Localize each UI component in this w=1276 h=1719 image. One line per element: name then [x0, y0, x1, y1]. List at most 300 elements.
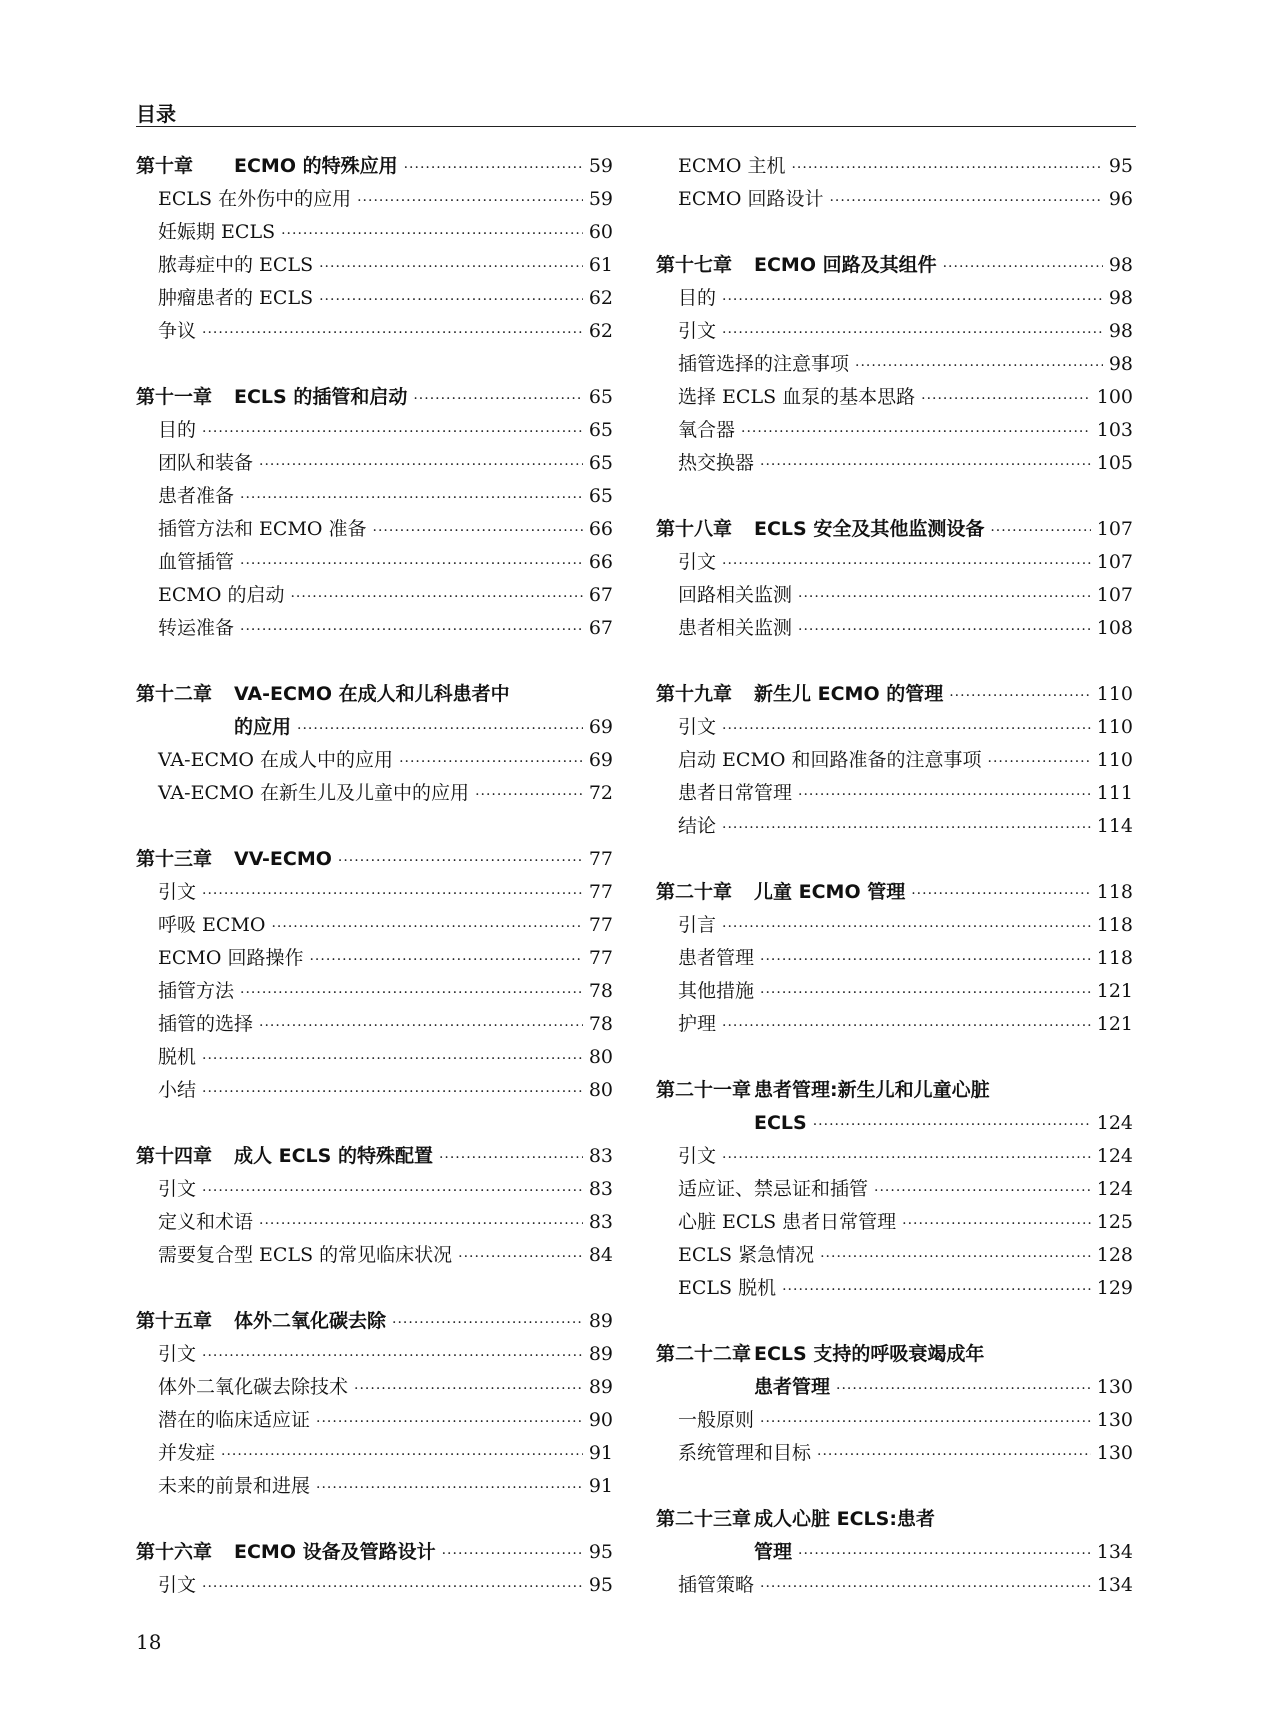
chapter-title: VV-ECMO [234, 848, 332, 870]
section-title: ECLS 紧急情况 [678, 1244, 815, 1266]
page-ref: 78 [588, 1013, 613, 1035]
toc-section-entry [656, 381, 1133, 414]
page-ref: 124 [1096, 1145, 1133, 1167]
section-title: VA-ECMO 在成人中的应用 [158, 749, 394, 771]
section-title: 妊娠期 ECLS [158, 221, 276, 243]
page-ref: 80 [588, 1079, 613, 1101]
page-ref: 98 [1108, 287, 1133, 309]
toc-section-entry [136, 1206, 613, 1239]
toc-section-entry [656, 282, 1133, 315]
dot-leader [202, 416, 583, 449]
page-ref: 118 [1096, 914, 1133, 936]
toc-section-entry [136, 579, 613, 612]
chapter-title: ECMO 的特殊应用 [234, 155, 398, 177]
dot-leader [316, 1472, 583, 1505]
page-ref: 110 [1096, 749, 1133, 771]
page-ref: 95 [588, 1541, 613, 1563]
chapter-number: 第二十二章 [656, 1343, 752, 1365]
page-ref: 108 [1096, 617, 1133, 639]
dot-leader [722, 1142, 1091, 1175]
section-gap [656, 1305, 1133, 1338]
toc-section-entry [656, 1569, 1133, 1602]
section-title: 目的 [158, 419, 197, 441]
toc-section-entry [656, 315, 1133, 348]
section-gap [136, 810, 613, 843]
toc-chapter-entry [656, 249, 1133, 282]
chapter-title: 新生儿 ECMO 的管理 [754, 683, 944, 705]
section-title: ECLS 脱机 [678, 1277, 777, 1299]
page-ref: 114 [1096, 815, 1133, 837]
dot-leader [240, 977, 583, 1010]
toc-section-entry [136, 1338, 613, 1371]
toc-section-entry [136, 1173, 613, 1206]
section-title: ECMO 主机 [678, 155, 786, 177]
dot-leader [798, 779, 1091, 812]
section-title: 插管策略 [678, 1574, 755, 1596]
page-ref: 84 [588, 1244, 613, 1266]
toc-section-entry [136, 1470, 613, 1503]
section-title: 回路相关监测 [678, 584, 793, 606]
dot-leader [988, 746, 1091, 779]
toc-section-entry [136, 480, 613, 513]
page-ref: 77 [588, 914, 613, 936]
section-title: 引言 [678, 914, 717, 936]
chapter-number: 第十三章 [136, 848, 213, 870]
chapter-title-continued: 患者管理 [754, 1376, 831, 1398]
page-ref: 77 [588, 947, 613, 969]
toc-section-entry [136, 513, 613, 546]
page-ref: 80 [588, 1046, 613, 1068]
section-title: 患者管理 [678, 947, 755, 969]
chapter-number: 第十章 [136, 155, 194, 177]
page-ref: 111 [1096, 782, 1133, 804]
dot-leader [281, 218, 583, 251]
page-ref: 134 [1096, 1574, 1133, 1596]
dot-leader [798, 581, 1091, 614]
section-gap [136, 348, 613, 381]
toc-section-entry [656, 1206, 1133, 1239]
dot-leader [202, 1043, 583, 1076]
dot-leader [722, 812, 1091, 845]
toc-section-entry [656, 183, 1133, 216]
dot-leader [240, 614, 583, 647]
toc-section-entry [136, 942, 613, 975]
toc-chapter-entry [136, 678, 613, 711]
section-title: VA-ECMO 在新生儿及儿童中的应用 [158, 782, 470, 804]
toc-right-column [656, 150, 1133, 1602]
dot-leader [458, 1241, 583, 1274]
page-ref: 110 [1096, 716, 1133, 738]
toc-section-entry [656, 348, 1133, 381]
toc-chapter-entry [136, 1140, 613, 1173]
section-title: 引文 [678, 551, 717, 573]
section-title: 团队和装备 [158, 452, 254, 474]
page-ref: 83 [588, 1145, 613, 1167]
dot-leader [820, 1241, 1091, 1274]
section-title: 引文 [158, 1343, 197, 1365]
dot-leader [392, 1307, 583, 1340]
dot-leader [817, 1439, 1091, 1472]
chapter-title: ECLS 安全及其他监测设备 [754, 518, 985, 540]
section-title: ECMO 回路设计 [678, 188, 824, 210]
dot-leader [442, 1538, 583, 1571]
page-ref: 91 [588, 1475, 613, 1497]
page-ref: 105 [1096, 452, 1133, 474]
dot-leader [413, 383, 582, 416]
toc-section-entry [656, 975, 1133, 1008]
chapter-title: ECLS 的插管和启动 [234, 386, 408, 408]
page-ref: 90 [588, 1409, 613, 1431]
page-ref: 62 [588, 320, 613, 342]
dot-leader [722, 1010, 1091, 1043]
toc-section-entry [136, 1074, 613, 1107]
chapter-title: ECMO 设备及管路设计 [234, 1541, 436, 1563]
dot-leader [297, 713, 583, 746]
page-ref: 66 [588, 518, 613, 540]
section-title: 结论 [678, 815, 717, 837]
chapter-title-continued: 管理 [754, 1541, 793, 1563]
toc-chapter-entry [136, 150, 613, 183]
toc-section-entry [136, 876, 613, 909]
section-title: 争议 [158, 320, 197, 342]
page-ref: 95 [588, 1574, 613, 1596]
dot-leader [202, 1076, 583, 1109]
dot-leader [202, 1571, 583, 1604]
page-ref: 121 [1096, 1013, 1133, 1035]
toc-chapter-title-continuation [656, 1107, 1133, 1140]
dot-leader [202, 1175, 583, 1208]
section-gap [136, 1503, 613, 1536]
chapter-title: ECMO 回路及其组件 [754, 254, 937, 276]
page-ref: 72 [588, 782, 613, 804]
section-title: 氧合器 [678, 419, 736, 441]
section-title: 患者准备 [158, 485, 235, 507]
dot-leader [404, 152, 583, 185]
dot-leader [259, 1208, 583, 1241]
dot-leader [760, 449, 1091, 482]
section-title: ECLS 在外伤中的应用 [158, 188, 352, 210]
page-ref: 69 [588, 749, 613, 771]
page-ref: 130 [1096, 1376, 1133, 1398]
toc-chapter-entry [656, 513, 1133, 546]
toc-chapter-entry [136, 381, 613, 414]
section-gap [136, 645, 613, 678]
page-ref: 110 [1096, 683, 1133, 705]
page-ref: 59 [588, 155, 613, 177]
page-ref: 124 [1096, 1178, 1133, 1200]
toc-section-entry [656, 1437, 1133, 1470]
dot-leader [990, 515, 1090, 548]
chapter-number: 第二十三章 [656, 1508, 752, 1530]
toc-section-entry [656, 942, 1133, 975]
toc-section-entry [656, 612, 1133, 645]
toc-section-entry [136, 447, 613, 480]
dot-leader [741, 416, 1091, 449]
toc-chapter-entry [136, 1536, 613, 1569]
page-ref: 89 [588, 1343, 613, 1365]
dot-leader [202, 1340, 583, 1373]
chapter-title-continued: ECLS [754, 1112, 807, 1134]
toc-section-entry [136, 612, 613, 645]
dot-leader [202, 317, 583, 350]
section-gap [136, 1272, 613, 1305]
page-ref: 121 [1096, 980, 1133, 1002]
section-title: 体外二氧化碳去除技术 [158, 1376, 349, 1398]
dot-leader [829, 185, 1102, 218]
dot-leader [439, 1142, 583, 1175]
section-title: 潜在的临床适应证 [158, 1409, 311, 1431]
toc-section-entry [656, 1173, 1133, 1206]
toc-section-entry [136, 1008, 613, 1041]
toc-section-entry [656, 777, 1133, 810]
dot-leader [399, 746, 583, 779]
page-ref: 83 [588, 1178, 613, 1200]
toc-section-entry [136, 183, 613, 216]
section-title: 转运准备 [158, 617, 235, 639]
toc-section-entry [656, 1239, 1133, 1272]
section-title: 插管选择的注意事项 [678, 353, 850, 375]
section-title: 一般原则 [678, 1409, 755, 1431]
page-ref: 69 [588, 716, 613, 738]
section-gap [656, 1041, 1133, 1074]
chapter-number: 第十五章 [136, 1310, 213, 1332]
section-gap [656, 216, 1133, 249]
dot-leader [949, 680, 1091, 713]
dot-leader [921, 383, 1091, 416]
page-ref: 128 [1096, 1244, 1133, 1266]
section-title: 目的 [678, 287, 717, 309]
chapter-number: 第十七章 [656, 254, 733, 276]
chapter-number: 第十一章 [136, 386, 213, 408]
chapter-number: 第二十一章 [656, 1079, 752, 1101]
toc-chapter-entry [656, 678, 1133, 711]
section-title: 血管插管 [158, 551, 235, 573]
dot-leader [722, 317, 1103, 350]
toc-section-entry [656, 150, 1133, 183]
toc-section-entry [136, 777, 613, 810]
dot-leader [221, 1439, 583, 1472]
toc-section-entry [136, 1041, 613, 1074]
toc-section-entry [136, 1239, 613, 1272]
toc-chapter-title-continuation [656, 1371, 1133, 1404]
page-ref: 66 [588, 551, 613, 573]
toc-section-entry [136, 744, 613, 777]
toc-section-entry [656, 744, 1133, 777]
page-ref: 107 [1096, 551, 1133, 573]
page-ref: 77 [588, 848, 613, 870]
page-ref: 60 [588, 221, 613, 243]
page-ref: 65 [588, 419, 613, 441]
page-ref: 62 [588, 287, 613, 309]
chapter-title: VA-ECMO 在成人和儿科患者中 [234, 683, 510, 705]
page-ref: 65 [588, 452, 613, 474]
dot-leader [354, 1373, 583, 1406]
page-ref: 77 [588, 881, 613, 903]
section-title: 引文 [678, 1145, 717, 1167]
dot-leader [240, 482, 583, 515]
toc-section-entry [136, 1569, 613, 1602]
dot-leader [357, 185, 583, 218]
chapter-number: 第二十章 [656, 881, 733, 903]
dot-leader [259, 449, 583, 482]
toc-section-entry [656, 810, 1133, 843]
section-title: ECMO 回路操作 [158, 947, 304, 969]
page-ref: 134 [1096, 1541, 1133, 1563]
dot-leader [874, 1175, 1091, 1208]
section-title: 引文 [158, 1574, 197, 1596]
toc-chapter-entry [656, 1074, 1133, 1107]
page-ref: 83 [588, 1211, 613, 1233]
section-title: ECMO 的启动 [158, 584, 285, 606]
section-title: 未来的前景和进展 [158, 1475, 311, 1497]
section-title: 并发症 [158, 1442, 216, 1464]
page-ref: 103 [1096, 419, 1133, 441]
toc-section-entry [656, 909, 1133, 942]
page-ref: 98 [1108, 353, 1133, 375]
toc-section-entry [136, 909, 613, 942]
dot-leader [319, 251, 583, 284]
toc-section-entry [656, 546, 1133, 579]
toc-section-entry [656, 711, 1133, 744]
dot-leader [782, 1274, 1091, 1307]
toc-chapter-title-continuation [656, 1536, 1133, 1569]
section-title: 其他措施 [678, 980, 755, 1002]
toc-chapter-title-continuation [136, 711, 613, 744]
toc-section-entry [136, 1404, 613, 1437]
page-ref: 118 [1096, 947, 1133, 969]
page-ref: 98 [1108, 320, 1133, 342]
toc-section-entry [136, 216, 613, 249]
dot-leader [722, 713, 1091, 746]
section-gap [656, 843, 1133, 876]
toc-chapter-entry [656, 1503, 1133, 1536]
section-title: 脱机 [158, 1046, 197, 1068]
toc-section-entry [136, 282, 613, 315]
dot-leader [722, 911, 1091, 944]
section-title: 脓毒症中的 ECLS [158, 254, 314, 276]
header-rule [136, 126, 1136, 127]
toc-section-entry [136, 1437, 613, 1470]
page-ref: 61 [588, 254, 613, 276]
dot-leader [798, 1538, 1091, 1571]
dot-leader [813, 1109, 1091, 1142]
dot-leader [202, 878, 583, 911]
page-ref: 78 [588, 980, 613, 1002]
section-gap [656, 1470, 1133, 1503]
toc-section-entry [136, 546, 613, 579]
toc-chapter-entry [656, 1338, 1133, 1371]
page-header-title: 目录 [136, 102, 176, 126]
dot-leader [836, 1373, 1091, 1406]
dot-leader [760, 944, 1091, 977]
section-title: 插管的选择 [158, 1013, 254, 1035]
dot-leader [902, 1208, 1091, 1241]
section-title: 护理 [678, 1013, 717, 1035]
dot-leader [911, 878, 1091, 911]
dot-leader [240, 548, 583, 581]
page-ref: 95 [1108, 155, 1133, 177]
chapter-number: 第十九章 [656, 683, 733, 705]
section-title: 肿瘤患者的 ECLS [158, 287, 314, 309]
toc-section-entry [656, 447, 1133, 480]
page-ref: 89 [588, 1376, 613, 1398]
chapter-title: 体外二氧化碳去除 [234, 1310, 387, 1332]
page-ref: 98 [1108, 254, 1133, 276]
chapter-number: 第十二章 [136, 683, 213, 705]
toc-section-entry [656, 414, 1133, 447]
toc-section-entry [656, 1272, 1133, 1305]
dot-leader [943, 251, 1103, 284]
page-ref: 65 [588, 386, 613, 408]
chapter-number: 第十四章 [136, 1145, 213, 1167]
toc-section-entry [136, 414, 613, 447]
toc-section-entry [136, 1371, 613, 1404]
section-title: 心脏 ECLS 患者日常管理 [678, 1211, 897, 1233]
dot-leader [855, 350, 1103, 383]
dot-leader [791, 152, 1102, 185]
page-ref: 67 [588, 617, 613, 639]
dot-leader [760, 1406, 1091, 1439]
dot-leader [290, 581, 582, 614]
dot-leader [338, 845, 583, 878]
page-ref: 124 [1096, 1112, 1133, 1134]
section-title: 呼吸 ECMO [158, 914, 266, 936]
toc-chapter-entry [136, 843, 613, 876]
section-gap [656, 480, 1133, 513]
chapter-title: 成人 ECLS 的特殊配置 [234, 1145, 433, 1167]
page-ref: 96 [1108, 188, 1133, 210]
page-ref: 65 [588, 485, 613, 507]
toc-section-entry [136, 249, 613, 282]
toc-section-entry [656, 579, 1133, 612]
toc-section-entry [656, 1140, 1133, 1173]
section-title: 小结 [158, 1079, 197, 1101]
section-gap [136, 1107, 613, 1140]
chapter-number: 第十八章 [656, 518, 733, 540]
dot-leader [475, 779, 583, 812]
page-ref: 89 [588, 1310, 613, 1332]
page-ref: 91 [588, 1442, 613, 1464]
page-ref: 107 [1096, 518, 1133, 540]
chapter-number: 第十六章 [136, 1541, 213, 1563]
chapter-title: 儿童 ECMO 管理 [754, 881, 906, 903]
toc-section-entry [136, 315, 613, 348]
section-title: 系统管理和目标 [678, 1442, 812, 1464]
page-ref: 67 [588, 584, 613, 606]
page-ref: 130 [1096, 1442, 1133, 1464]
toc-section-entry [656, 1008, 1133, 1041]
chapter-title: 成人心脏 ECLS:患者 [754, 1508, 935, 1530]
dot-leader [309, 944, 582, 977]
section-title: 插管方法 [158, 980, 235, 1002]
section-title: 引文 [158, 1178, 197, 1200]
section-title: 定义和术语 [158, 1211, 254, 1233]
dot-leader [760, 1571, 1091, 1604]
page-ref: 118 [1096, 881, 1133, 903]
section-title: 插管方法和 ECMO 准备 [158, 518, 367, 540]
dot-leader [722, 548, 1091, 581]
page-ref: 125 [1096, 1211, 1133, 1233]
chapter-title-continued: 的应用 [234, 716, 292, 738]
section-title: 患者日常管理 [678, 782, 793, 804]
page-ref: 59 [588, 188, 613, 210]
dot-leader [271, 911, 582, 944]
toc-section-entry [136, 975, 613, 1008]
dot-leader [319, 284, 583, 317]
dot-leader [760, 977, 1091, 1010]
dot-leader [373, 515, 583, 548]
chapter-title: 患者管理:新生儿和儿童心脏 [754, 1079, 990, 1101]
